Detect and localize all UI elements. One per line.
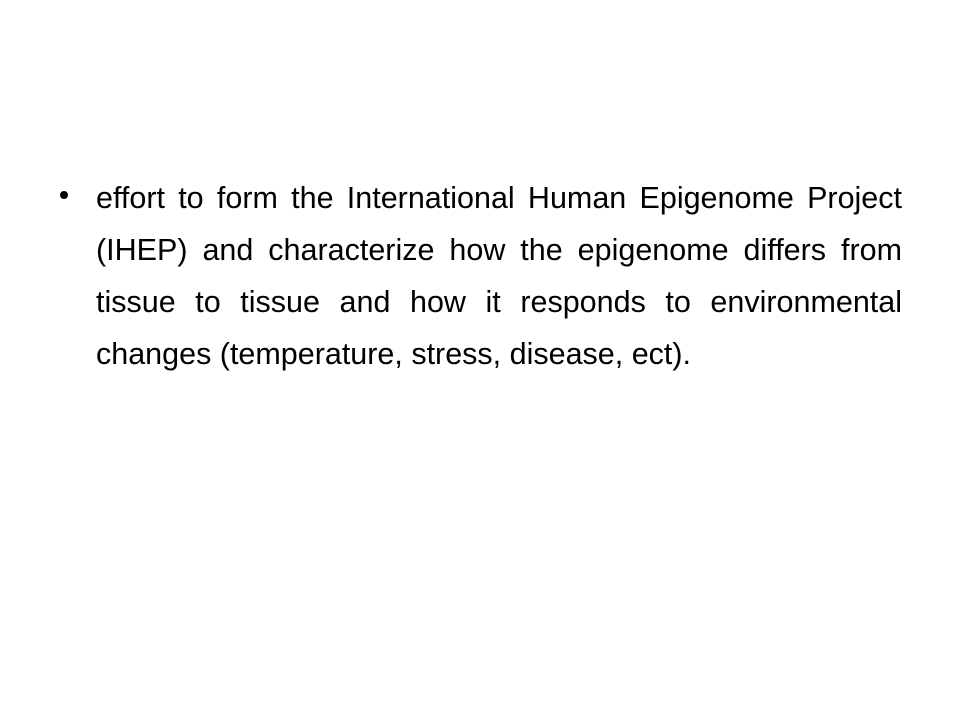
- bullet-text: effort to form the International Human Epigenome Project (IHEP) and characterize how the epigenome differs from tissue to tissue and how it responds to environmental changes (temperature, stress, disease, ect).: [96, 181, 902, 371]
- bullet-list: [60, 172, 902, 380]
- bullet-item: [60, 172, 902, 380]
- bullet-point-icon: [60, 191, 68, 199]
